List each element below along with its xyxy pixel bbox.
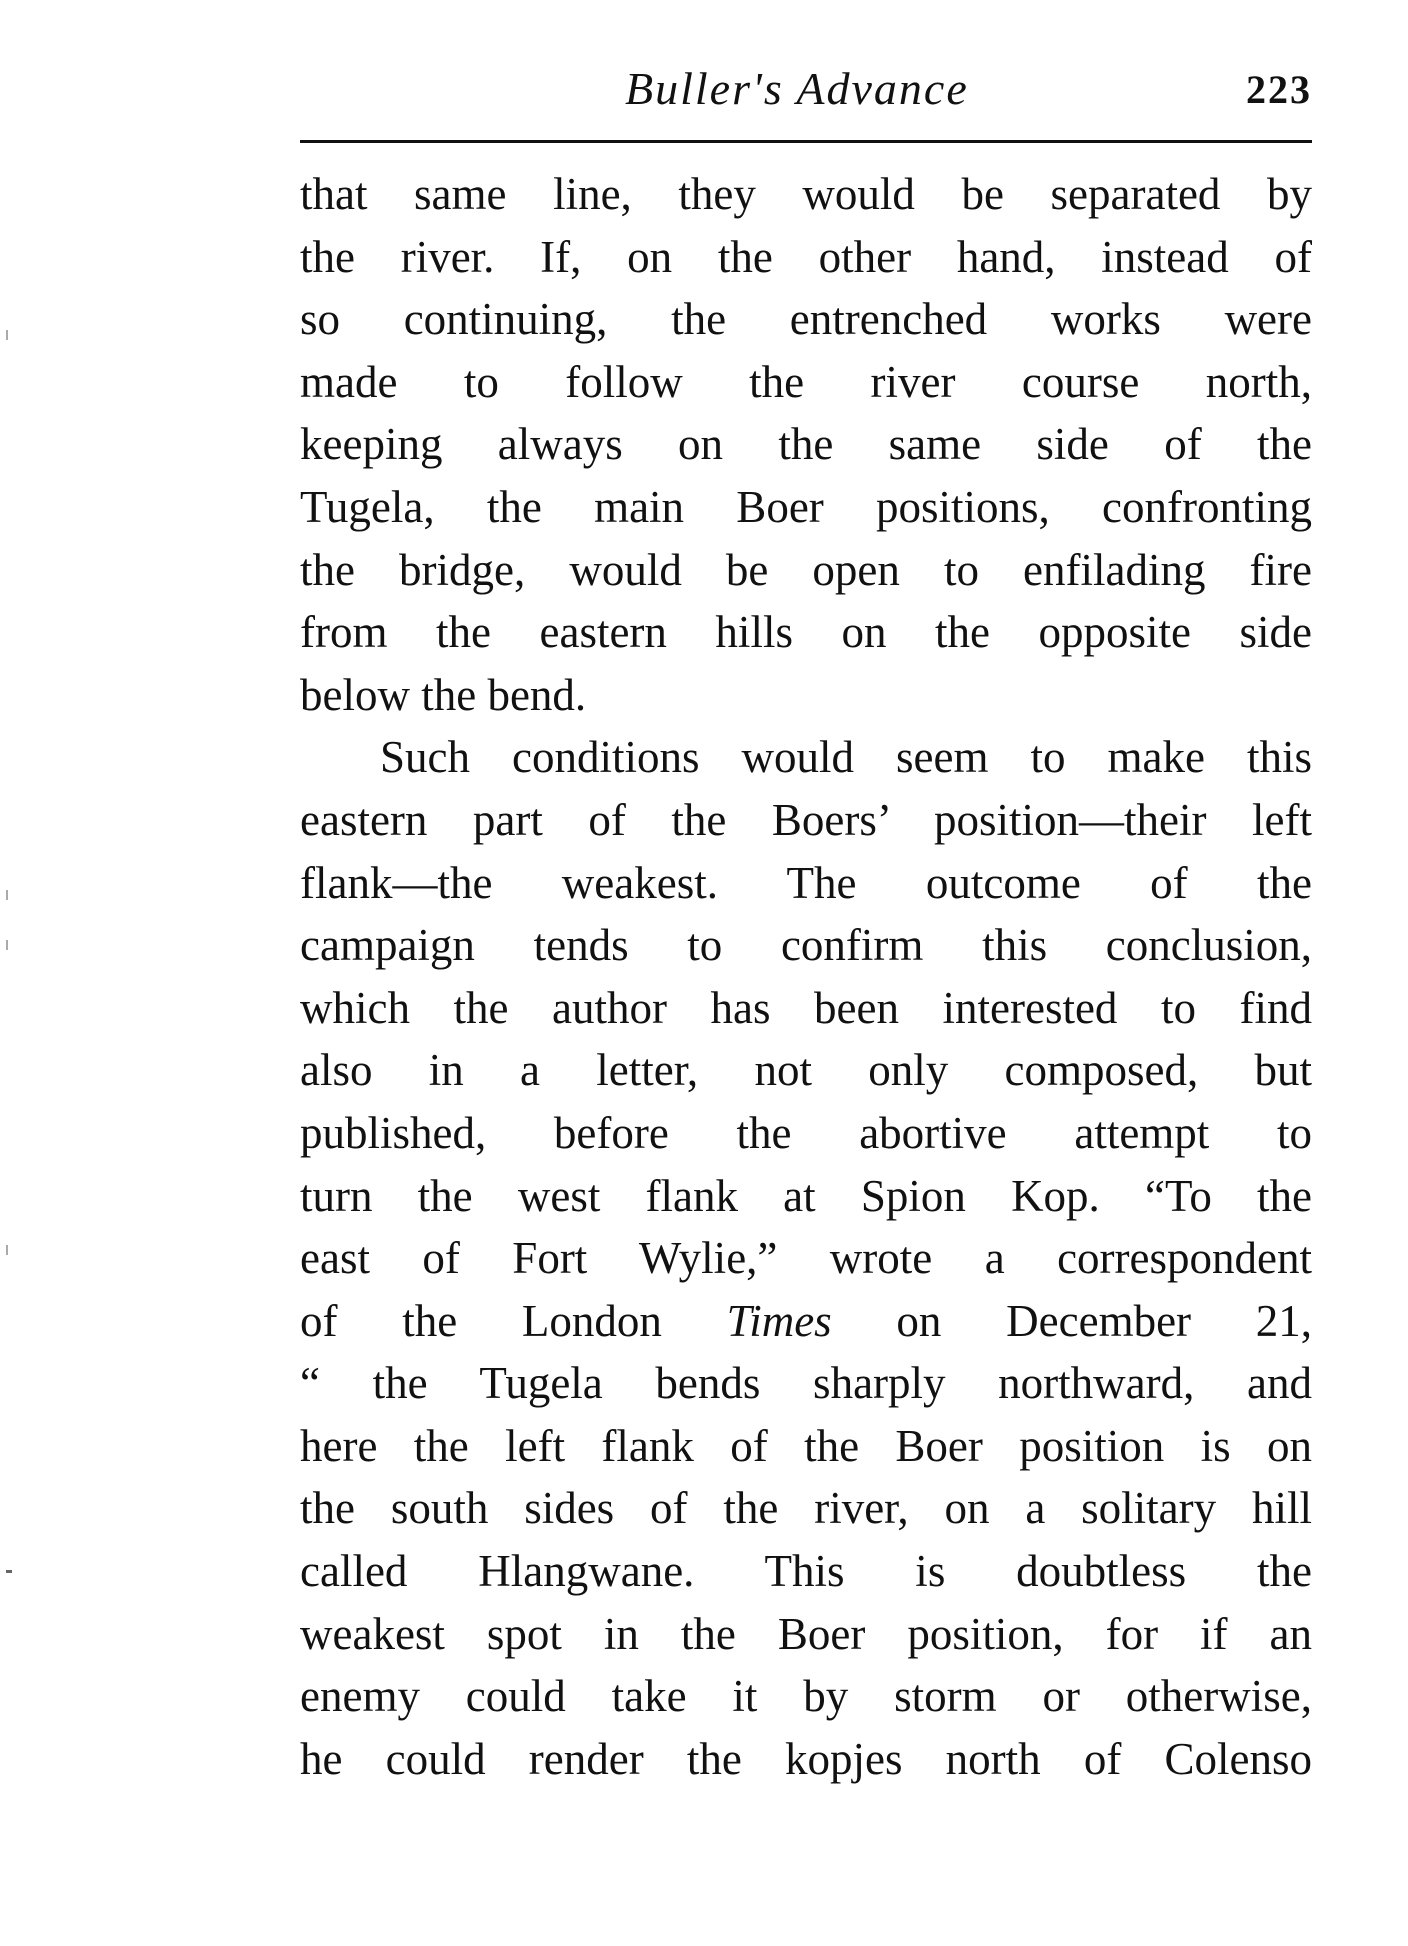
text-line: enemy could take it by storm or otherwise, [300,1671,1312,1722]
scan-margin-mark [6,1245,8,1255]
running-header [300,62,1312,122]
text-line: the river. If, on the other hand, instead of [300,231,1312,282]
text-line: which the author has been interested to find [300,982,1312,1033]
text-line: called Hlangwane. This is doubtless the [300,1546,1312,1597]
text-line: turn the west flank at Spion Kop. “To the [300,1170,1312,1221]
italic-title-times: Times [726,1295,832,1346]
text-line: “ the Tugela bends sharply northward, and [300,1358,1312,1409]
header-rule [300,140,1312,143]
paragraph-start-line: Such conditions would seem to make this [380,732,1312,783]
text-line: that same line, they would be separated by [300,169,1312,219]
text-line: below the bend. [300,669,587,720]
text-line: also in a letter, not only composed, but [300,1045,1312,1096]
text-line: keeping always on the same side of the [300,419,1312,470]
text-line: here the left flank of the Boer position is on [300,1420,1312,1471]
text-line: the south sides of the river, on a solitary hill [300,1483,1312,1534]
text-line-with-italic [300,1290,1312,1353]
text-line: from the eastern hills on the opposite side [300,607,1312,658]
page-body [300,163,1312,1790]
text-line: flank—the weakest. The outcome of the [300,857,1312,908]
text-line: published, before the abortive attempt to [300,1107,1312,1158]
text-segment: on December 21, [896,1295,1313,1346]
text-line: he could render the kopjes north of Colenso [300,1733,1312,1784]
text-line: Tugela, the main Boer positions, confronting [300,481,1312,532]
text-line: made to follow the river course north, [300,356,1312,407]
scan-margin-mark [6,890,8,900]
scan-margin-mark [6,940,8,950]
scan-margin-mark [6,330,8,340]
text-line: east of Fort Wylie,” wrote a correspondent [300,1233,1312,1284]
page-number: 223 [1246,67,1312,112]
running-title: Buller's Advance [625,63,969,114]
text-line: campaign tends to confirm this conclusion, [300,920,1312,971]
text-line: weakest spot in the Boer position, for if an [300,1608,1312,1659]
scan-margin-mark [6,1570,12,1573]
text-line: eastern part of the Boers’ position—their left [300,794,1312,845]
text-line: the bridge, would be open to enfilading fire [300,544,1312,595]
text-line: so continuing, the entrenched works were [300,294,1312,345]
text-segment: of the London [300,1295,662,1346]
